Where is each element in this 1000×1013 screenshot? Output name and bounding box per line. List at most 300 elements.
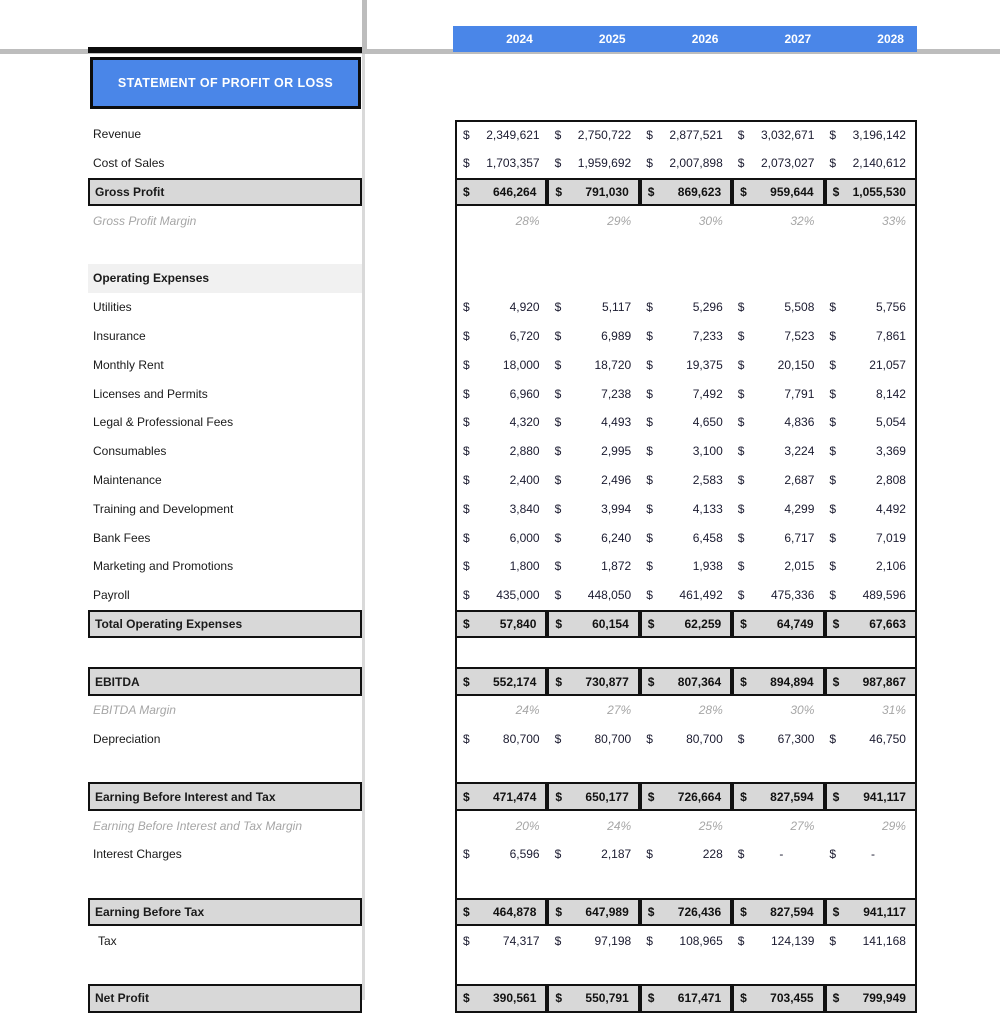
cell-value: 2,687 — [784, 472, 815, 487]
value-cell[interactable] — [732, 523, 824, 552]
value-cell[interactable] — [457, 926, 549, 955]
value-cell[interactable] — [455, 610, 547, 639]
currency-symbol: $ — [737, 501, 745, 516]
cell-value: 987,867 — [862, 674, 906, 689]
cell-value: 5,117 — [602, 300, 632, 315]
cell-value: 6,717 — [784, 530, 815, 545]
row-label[interactable]: EBITDA Margin — [93, 703, 176, 718]
row-label[interactable]: Earning Before Tax — [88, 898, 362, 927]
pane-gap — [362, 840, 455, 869]
row-ebitda — [88, 667, 917, 696]
cell-value: 489,596 — [862, 588, 906, 603]
value-cell[interactable] — [732, 725, 824, 754]
value-cell[interactable] — [823, 926, 915, 955]
cell-value: 730,877 — [585, 674, 629, 689]
value-cell[interactable] — [732, 149, 824, 178]
value-cell[interactable] — [547, 610, 639, 639]
value-cell[interactable] — [549, 149, 641, 178]
row-label[interactable]: Marketing and Promotions — [93, 559, 234, 574]
value-cell[interactable] — [455, 178, 547, 207]
cell-value: 6,960 — [509, 386, 540, 401]
value-cell[interactable] — [640, 984, 732, 1013]
year-header-2024[interactable]: 2024 — [506, 32, 533, 46]
value-cell[interactable] — [640, 523, 732, 552]
value-cell[interactable] — [823, 725, 915, 754]
cell-value: 869,623 — [677, 184, 722, 199]
cell-value: 464,878 — [493, 904, 537, 919]
value-cell[interactable] — [640, 581, 732, 610]
value-cells — [455, 667, 917, 696]
value-cell[interactable] — [455, 667, 547, 696]
value-cell[interactable] — [825, 178, 917, 207]
value-cell[interactable] — [823, 322, 915, 351]
row-label[interactable]: Earning Before Interest and Tax — [88, 782, 362, 811]
cell-value: 390,561 — [493, 991, 537, 1006]
row-label[interactable]: Tax — [98, 933, 117, 948]
currency-symbol: $ — [463, 616, 470, 631]
value-cell[interactable] — [547, 984, 639, 1013]
value-cell[interactable] — [457, 523, 549, 552]
value-cell[interactable]: 33% — [881, 213, 906, 228]
value-cell[interactable] — [640, 122, 732, 149]
currency-symbol: $ — [554, 328, 562, 343]
value-cells — [455, 984, 917, 1013]
value-cell[interactable] — [823, 122, 915, 149]
statement-title[interactable]: STATEMENT OF PROFIT OR LOSS — [90, 57, 361, 109]
row-spacer — [88, 235, 917, 264]
cell-value: 5,054 — [875, 415, 906, 430]
value-cell[interactable] — [640, 350, 732, 379]
value-cells — [455, 926, 917, 955]
value-cell[interactable] — [823, 869, 915, 898]
row-label[interactable]: EBITDA — [88, 667, 362, 696]
cell-value: 2,349,621 — [486, 128, 540, 143]
value-cell[interactable] — [825, 782, 917, 811]
pane-gap — [362, 437, 455, 466]
cell-value: 646,264 — [493, 184, 537, 199]
cell-value: 67,300 — [777, 732, 815, 747]
currency-symbol: $ — [829, 128, 837, 143]
cell-value: 2,187 — [601, 847, 632, 862]
value-cell[interactable] — [455, 782, 547, 811]
row-spacer — [88, 869, 917, 898]
cell-value: 448,050 — [587, 588, 632, 603]
value-cell[interactable]: 25% — [698, 818, 723, 833]
year-header-row — [453, 26, 917, 52]
currency-symbol: $ — [740, 904, 747, 919]
value-cell[interactable] — [732, 581, 824, 610]
cell-value: 7,238 — [601, 386, 632, 401]
pane-gap — [362, 696, 455, 725]
currency-symbol: $ — [554, 501, 562, 516]
value-cell[interactable] — [732, 610, 824, 639]
value-cell[interactable] — [549, 379, 641, 408]
title-top-border — [88, 47, 362, 53]
cell-value: 941,117 — [863, 789, 906, 804]
value-cell[interactable]: 29% — [607, 213, 632, 228]
value-cell[interactable] — [549, 235, 641, 264]
value-cell[interactable] — [640, 667, 732, 696]
value-cell[interactable] — [457, 494, 549, 523]
row-label[interactable]: Gross Profit Margin — [93, 213, 197, 228]
year-header-2026[interactable]: 2026 — [691, 32, 719, 46]
row-bank-fees — [88, 523, 917, 552]
value-cells — [455, 408, 917, 437]
value-cell[interactable] — [640, 552, 732, 581]
value-cell[interactable] — [457, 552, 549, 581]
row-label[interactable]: Total Operating Expenses — [88, 610, 362, 639]
value-cells — [455, 696, 917, 725]
value-cell[interactable] — [457, 955, 549, 984]
value-cell[interactable] — [640, 840, 732, 869]
value-cell[interactable] — [547, 782, 639, 811]
value-cell[interactable] — [640, 725, 732, 754]
pane-gap — [362, 206, 455, 235]
value-cell[interactable] — [823, 408, 915, 437]
value-cell[interactable] — [640, 322, 732, 351]
value-cell[interactable] — [732, 437, 824, 466]
cell-value: 46,750 — [869, 732, 906, 747]
value-cell[interactable] — [549, 466, 641, 495]
value-cell[interactable] — [732, 322, 824, 351]
value-cell[interactable]: 24% — [607, 818, 632, 833]
value-cell[interactable] — [823, 466, 915, 495]
currency-symbol: $ — [646, 415, 653, 430]
value-cell[interactable] — [549, 581, 641, 610]
value-cell[interactable] — [640, 955, 732, 984]
value-cell[interactable] — [457, 869, 549, 898]
row-spacer — [88, 638, 917, 667]
value-cell[interactable] — [732, 122, 824, 149]
cell-value: 1,872 — [601, 559, 632, 574]
value-cell[interactable] — [457, 725, 549, 754]
value-cell[interactable] — [549, 523, 641, 552]
value-cell[interactable] — [549, 293, 641, 322]
cell-value: 552,174 — [493, 674, 537, 689]
value-cells — [455, 610, 917, 639]
value-cell[interactable] — [825, 610, 917, 639]
row-label — [88, 955, 362, 984]
value-cells — [455, 235, 917, 264]
value-cell[interactable] — [457, 379, 549, 408]
row-utilities — [88, 293, 917, 322]
value-cell[interactable] — [823, 437, 915, 466]
value-cell[interactable] — [457, 235, 549, 264]
row-payroll — [88, 581, 917, 610]
row-spacer — [88, 754, 917, 783]
pane-gap — [362, 523, 455, 552]
pane-gap — [362, 494, 455, 523]
value-cell[interactable] — [457, 264, 549, 293]
value-cell[interactable]: 30% — [790, 703, 815, 718]
value-cell[interactable] — [549, 350, 641, 379]
currency-symbol: $ — [554, 300, 562, 315]
value-cell[interactable]: 32% — [790, 213, 815, 228]
currency-symbol: $ — [554, 847, 562, 862]
row-label[interactable]: Bank Fees — [93, 530, 151, 545]
value-cell[interactable] — [732, 898, 824, 927]
value-cell[interactable] — [823, 955, 915, 984]
value-cell[interactable] — [549, 494, 641, 523]
row-label[interactable]: Revenue — [93, 127, 142, 142]
value-cell[interactable] — [640, 408, 732, 437]
value-cell[interactable] — [549, 638, 641, 667]
row-label[interactable]: Legal & Professional Fees — [93, 415, 234, 430]
value-cell[interactable] — [825, 984, 917, 1013]
cell-value: 6,989 — [601, 328, 632, 343]
value-cell[interactable] — [457, 581, 549, 610]
cell-value: 1,938 — [692, 559, 723, 574]
value-cell[interactable] — [640, 638, 732, 667]
value-cell[interactable]: 30% — [698, 213, 723, 228]
cell-value: 3,994 — [601, 501, 632, 516]
value-cell[interactable] — [640, 782, 732, 811]
value-cell[interactable] — [823, 523, 915, 552]
year-header-2025[interactable]: 2025 — [598, 32, 626, 46]
currency-symbol: $ — [646, 472, 653, 487]
currency-symbol: $ — [737, 530, 745, 545]
currency-symbol: $ — [737, 156, 745, 171]
currency-symbol: $ — [463, 904, 470, 919]
currency-symbol: $ — [829, 501, 837, 516]
value-cell[interactable] — [457, 350, 549, 379]
currency-symbol: $ — [740, 616, 747, 631]
value-cell[interactable] — [732, 494, 824, 523]
value-cell[interactable] — [823, 638, 915, 667]
row-earning-before-interest-and-tax-margin — [88, 811, 917, 840]
row-label[interactable]: Net Profit — [88, 984, 362, 1013]
value-cells — [455, 869, 917, 898]
value-cell[interactable] — [732, 264, 824, 293]
row-operating-expenses — [88, 264, 917, 293]
currency-symbol: $ — [463, 156, 470, 171]
value-cell[interactable] — [732, 408, 824, 437]
currency-symbol: $ — [740, 674, 747, 689]
row-label[interactable]: Interest Charges — [93, 847, 182, 862]
cell-value: 461,492 — [679, 588, 723, 603]
value-cell[interactable]: 27% — [790, 818, 815, 833]
cell-value: - — [870, 847, 875, 862]
cell-value: 550,791 — [585, 991, 629, 1006]
currency-symbol: $ — [829, 357, 837, 372]
cell-value: 7,492 — [692, 386, 723, 401]
cell-value: 4,836 — [784, 415, 815, 430]
cell-value: 7,233 — [692, 328, 723, 343]
value-cell[interactable] — [457, 322, 549, 351]
value-cell[interactable]: 20% — [515, 818, 540, 833]
value-cell[interactable]: 28% — [515, 213, 540, 228]
value-cell[interactable] — [732, 955, 824, 984]
value-cell[interactable] — [640, 264, 732, 293]
value-cell[interactable] — [823, 754, 915, 783]
value-cell[interactable] — [732, 235, 824, 264]
cell-value: 791,030 — [585, 184, 629, 199]
value-cell[interactable] — [549, 264, 641, 293]
currency-symbol: $ — [646, 328, 653, 343]
row-label[interactable]: Depreciation — [93, 732, 161, 747]
row-label[interactable]: Gross Profit — [88, 178, 362, 207]
value-cell[interactable] — [732, 869, 824, 898]
row-label — [88, 235, 362, 264]
year-header-2027[interactable]: 2027 — [784, 32, 812, 46]
value-cell[interactable] — [825, 898, 917, 927]
value-cell[interactable] — [823, 840, 915, 869]
value-cell[interactable] — [455, 984, 547, 1013]
value-cell[interactable] — [732, 379, 824, 408]
row-label[interactable]: Insurance — [93, 328, 146, 343]
value-cell[interactable] — [455, 898, 547, 927]
value-cell[interactable] — [640, 494, 732, 523]
value-cell[interactable] — [640, 379, 732, 408]
value-cell[interactable] — [457, 754, 549, 783]
value-cell[interactable] — [732, 926, 824, 955]
currency-symbol: $ — [463, 501, 470, 516]
value-cell[interactable] — [457, 638, 549, 667]
currency-symbol: $ — [829, 588, 837, 603]
pane-gap — [362, 667, 455, 696]
value-cell[interactable] — [457, 840, 549, 869]
value-cell[interactable] — [547, 898, 639, 927]
value-cell[interactable] — [732, 754, 824, 783]
value-cell[interactable] — [457, 408, 549, 437]
value-cell[interactable] — [823, 494, 915, 523]
value-cell[interactable] — [732, 178, 824, 207]
value-cell[interactable] — [549, 437, 641, 466]
cell-value: 108,965 — [679, 933, 723, 948]
cell-value: 21,057 — [869, 357, 906, 372]
value-cell[interactable]: 27% — [607, 703, 632, 718]
value-cell[interactable] — [640, 466, 732, 495]
row-label[interactable]: Operating Expenses — [88, 264, 362, 293]
value-cell[interactable] — [640, 610, 732, 639]
value-cell[interactable] — [823, 264, 915, 293]
row-label[interactable]: Cost of Sales — [93, 156, 165, 171]
value-cell[interactable] — [732, 782, 824, 811]
value-cell[interactable] — [823, 581, 915, 610]
row-label — [88, 754, 362, 783]
cell-value: 1,800 — [509, 559, 540, 574]
value-cell[interactable] — [549, 122, 641, 149]
pane-gap — [362, 149, 455, 178]
value-cell[interactable] — [732, 552, 824, 581]
value-cell[interactable] — [549, 725, 641, 754]
currency-symbol: $ — [737, 357, 745, 372]
value-cell[interactable] — [823, 552, 915, 581]
row-marketing-and-promotions — [88, 552, 917, 581]
value-cell[interactable] — [732, 638, 824, 667]
value-cell[interactable]: 29% — [881, 818, 906, 833]
cell-value: 726,664 — [677, 789, 722, 804]
value-cell[interactable] — [457, 437, 549, 466]
pane-gap — [362, 552, 455, 581]
row-net-profit — [88, 984, 917, 1013]
value-cell[interactable] — [640, 926, 732, 955]
cell-value: 799,949 — [862, 991, 906, 1006]
value-cell[interactable] — [457, 293, 549, 322]
currency-symbol: $ — [737, 732, 745, 747]
value-cell[interactable] — [825, 667, 917, 696]
value-cell[interactable] — [457, 149, 549, 178]
row-label[interactable]: Licenses and Permits — [93, 386, 208, 401]
value-cell[interactable] — [457, 466, 549, 495]
value-cell[interactable] — [732, 984, 824, 1013]
value-cell[interactable] — [732, 466, 824, 495]
row-label[interactable]: Earning Before Interest and Tax Margin — [93, 818, 303, 833]
value-cell[interactable] — [732, 350, 824, 379]
value-cell[interactable] — [549, 926, 641, 955]
value-cells — [455, 782, 917, 811]
pane-gap — [362, 984, 455, 1013]
cell-value: 4,920 — [509, 300, 540, 315]
value-cell[interactable] — [823, 149, 915, 178]
currency-symbol: $ — [737, 444, 745, 459]
value-cell[interactable] — [547, 667, 639, 696]
value-cell[interactable] — [823, 293, 915, 322]
value-cells — [455, 955, 917, 984]
year-header-2028[interactable]: 2028 — [877, 32, 904, 46]
cell-value: 726,436 — [677, 904, 722, 919]
row-label[interactable]: Monthly Rent — [93, 357, 164, 372]
value-cell[interactable] — [732, 667, 824, 696]
value-cell[interactable]: 24% — [515, 703, 540, 718]
value-cell[interactable] — [640, 754, 732, 783]
value-cell[interactable] — [549, 955, 641, 984]
value-cell[interactable] — [732, 840, 824, 869]
value-cell[interactable] — [549, 840, 641, 869]
currency-symbol: $ — [646, 501, 653, 516]
value-cell[interactable] — [547, 178, 639, 207]
value-cell[interactable] — [640, 293, 732, 322]
value-cell[interactable] — [823, 379, 915, 408]
value-cell[interactable]: 28% — [698, 703, 723, 718]
cell-value: 6,000 — [509, 530, 540, 545]
value-cells — [455, 898, 917, 927]
row-label[interactable]: Payroll — [93, 588, 130, 603]
value-cell[interactable] — [640, 437, 732, 466]
value-cell[interactable] — [823, 350, 915, 379]
currency-symbol: $ — [832, 904, 840, 919]
value-cell[interactable] — [549, 322, 641, 351]
value-cell[interactable] — [640, 178, 732, 207]
row-label[interactable]: Consumables — [93, 444, 167, 459]
cell-value: 4,493 — [601, 415, 632, 430]
value-cell[interactable] — [549, 754, 641, 783]
row-label[interactable]: Maintenance — [93, 472, 162, 487]
pane-gap — [362, 408, 455, 437]
value-cells — [455, 523, 917, 552]
currency-symbol: $ — [554, 386, 562, 401]
row-label[interactable]: Utilities — [93, 300, 132, 315]
row-spacer — [88, 955, 917, 984]
value-cell[interactable] — [732, 293, 824, 322]
currency-symbol: $ — [463, 732, 470, 747]
value-cell[interactable] — [823, 235, 915, 264]
value-cell[interactable] — [640, 869, 732, 898]
currency-symbol: $ — [740, 789, 747, 804]
currency-symbol: $ — [737, 415, 745, 430]
value-cell[interactable] — [640, 149, 732, 178]
value-cell[interactable] — [640, 235, 732, 264]
value-cell[interactable]: 31% — [881, 703, 906, 718]
value-cell[interactable] — [549, 408, 641, 437]
value-cell[interactable] — [640, 898, 732, 927]
currency-symbol: $ — [463, 128, 470, 143]
value-cell[interactable] — [457, 122, 549, 149]
row-label[interactable]: Training and Development — [93, 501, 234, 516]
currency-symbol: $ — [647, 184, 655, 199]
value-cell[interactable] — [549, 869, 641, 898]
value-cell[interactable] — [549, 552, 641, 581]
